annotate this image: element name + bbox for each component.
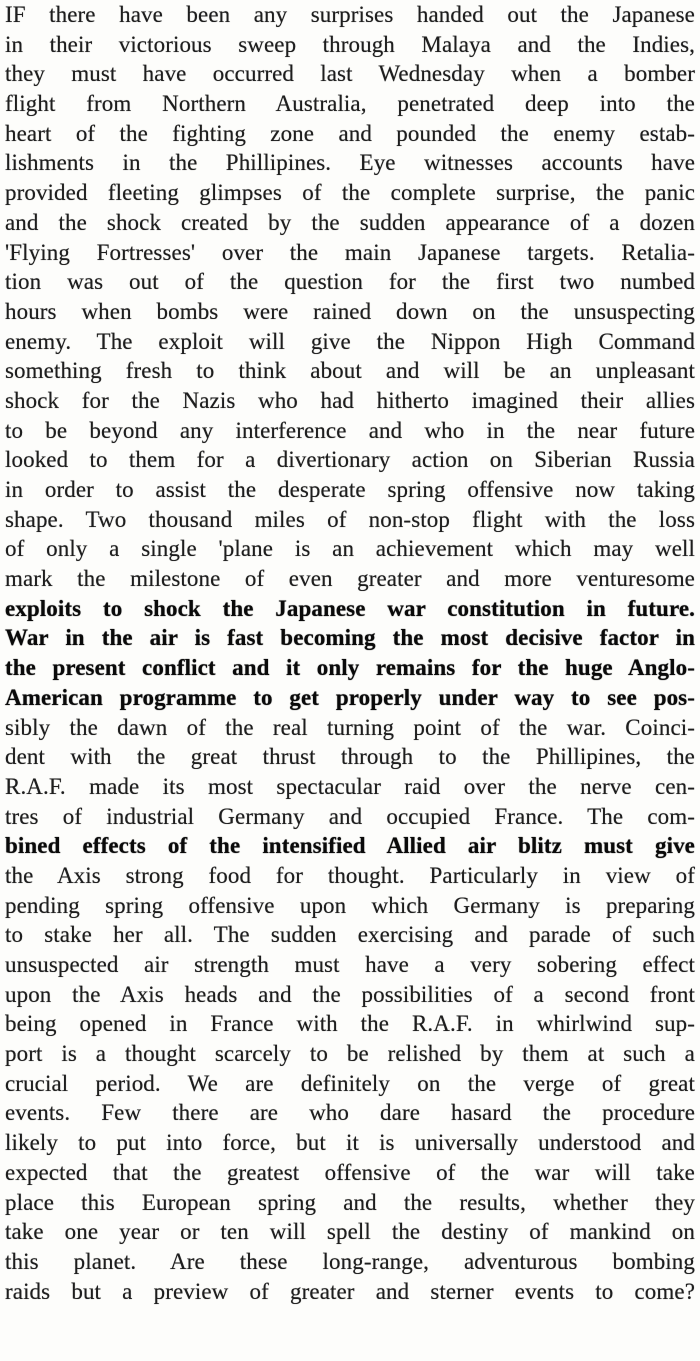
text-line: shape. Two thousand miles of non-stop flight with the loss bbox=[5, 506, 695, 532]
text-line: bined effects of the intensified Allied air blitz must give bbox=[5, 833, 695, 859]
text-line: upon the Axis heads and the possibilities of a second front bbox=[5, 981, 695, 1007]
text-line: to stake her all. The sudden exercising and parade of such bbox=[5, 922, 695, 948]
text-line: being opened in France with the R.A.F. in whirlwind sup- bbox=[5, 1011, 695, 1037]
text-line: tion was out of the question for the first two numbed bbox=[5, 269, 695, 295]
text-line: pending spring offensive upon which Germany is preparing bbox=[5, 892, 695, 918]
text-line: likely to put into force, but it is universally understood and bbox=[5, 1130, 695, 1156]
text-line: hours when bombs were rained down on the unsuspecting bbox=[5, 298, 695, 324]
text-line: take one year or ten will spell the destiny of mankind on bbox=[5, 1219, 695, 1245]
text-line: looked to them for a divertionary action on Siberian Russia bbox=[5, 447, 695, 473]
text-line: 'Flying Fortresses' over the main Japanese targets. Retalia- bbox=[5, 239, 695, 265]
text-line: they must have occurred last Wednesday when a bomber bbox=[5, 61, 695, 87]
text-line: place this European spring and the results, whether they bbox=[5, 1189, 695, 1215]
text-line: unsuspected air strength must have a very sobering effect bbox=[5, 952, 695, 977]
text-line: crucial period. We are definitely on the verge of great bbox=[5, 1070, 695, 1096]
text-line: raids but a preview of greater and sterner events to come? bbox=[5, 1278, 695, 1304]
text-line: flight from Northern Australia, penetrated deep into the bbox=[5, 91, 695, 117]
text-line: the present conflict and it only remains for the huge Anglo- bbox=[5, 655, 695, 681]
text-line: provided fleeting glimpses of the complete surprise, the panic bbox=[5, 180, 695, 206]
article-text bbox=[5, 0, 695, 1306]
text-line: events. Few there are who dare hasard the procedure bbox=[5, 1100, 695, 1126]
text-line: the Axis strong food for thought. Particularly in view of bbox=[5, 862, 695, 888]
text-line: R.A.F. made its most spectacular raid over the nerve cen- bbox=[5, 773, 695, 799]
text-line: this planet. Are these long-range, adventurous bombing bbox=[5, 1248, 695, 1274]
text-line: lishments in the Phillipines. Eye witnesses accounts have bbox=[5, 150, 695, 176]
text-line: heart of the fighting zone and pounded the enemy estab- bbox=[5, 120, 695, 146]
text-line: in order to assist the desperate spring offensive now taking bbox=[5, 477, 695, 502]
text-line: tres of industrial Germany and occupied France. The com- bbox=[5, 803, 695, 829]
text-line: in their victorious sweep through Malaya and the Indies, bbox=[5, 31, 695, 57]
text-line: War in the air is fast becoming the most decisive factor in bbox=[5, 625, 695, 651]
text-line: American programme to get properly under way to see pos- bbox=[5, 684, 695, 710]
text-line: expected that the greatest offensive of the war will take bbox=[5, 1159, 695, 1185]
text-line: to be beyond any interference and who in the near future bbox=[5, 417, 695, 443]
text-line: shock for the Nazis who had hitherto imagined their allies bbox=[5, 387, 695, 413]
text-line: and the shock created by the sudden appearance of a dozen bbox=[5, 209, 695, 235]
text-line: something fresh to think about and will be an unpleasant bbox=[5, 358, 695, 384]
text-line: port is a thought scarcely to be relished by them at such a bbox=[5, 1041, 695, 1067]
text-line: IF there have been any surprises handed out the Japanese bbox=[5, 2, 695, 27]
text-line: enemy. The exploit will give the Nippon High Command bbox=[5, 328, 695, 354]
text-line: dent with the great thrust through to the Phillipines, the bbox=[5, 744, 695, 770]
text-line: of only a single 'plane is an achievement which may well bbox=[5, 536, 695, 562]
text-line: mark the milestone of even greater and more venturesome bbox=[5, 566, 695, 592]
text-line: exploits to shock the Japanese war constitution in future. bbox=[5, 595, 695, 621]
text-line: sibly the dawn of the real turning point of the war. Coinci- bbox=[5, 714, 695, 740]
